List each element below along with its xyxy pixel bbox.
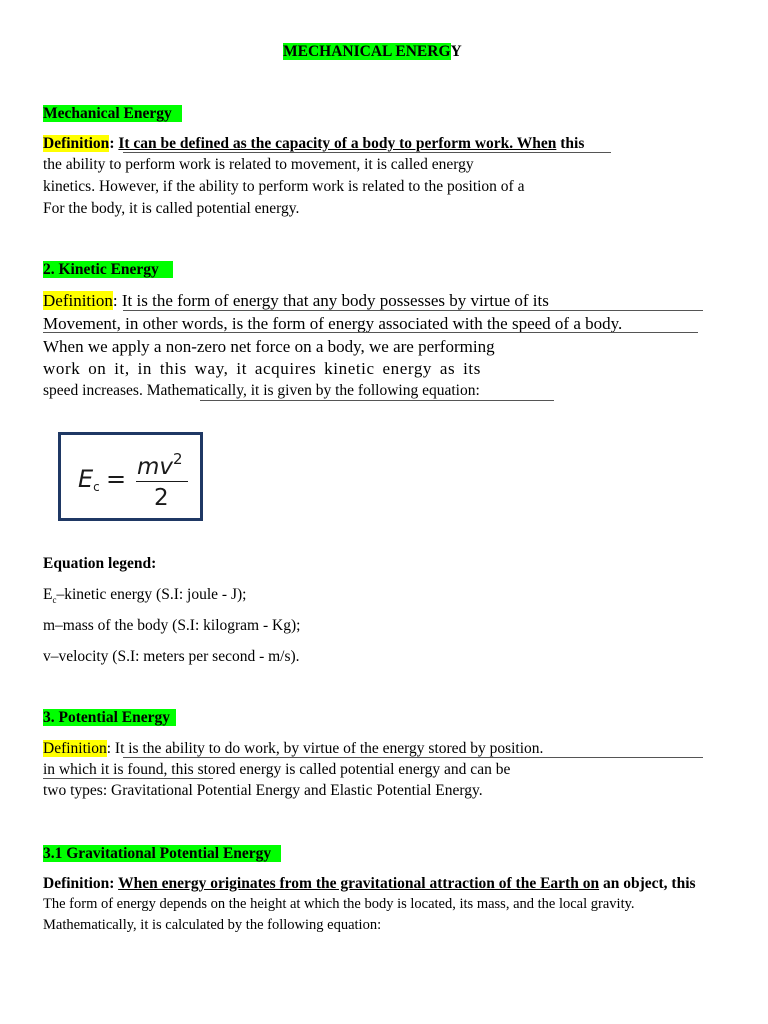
gravitational-definition-line-2: The form of energy depends on the height at which the body is located, its mass, and the local gravity.	[43, 896, 635, 912]
underline-rule	[43, 778, 213, 779]
mechanical-definition-line-1: Definition: It can be defined as the capacity of a body to perform work. When this	[43, 135, 585, 152]
definition-label: Definition	[43, 135, 110, 152]
potential-definition-line-2: in which it is found, this stored energy is called potential energy and can be	[43, 761, 511, 778]
underline-rule	[123, 757, 703, 758]
document-title-highlighted: MECHANICAL ENERG	[283, 43, 451, 60]
document-title-tail: Y	[450, 43, 462, 60]
formula-equals: =	[106, 465, 127, 493]
legend-item-mass: m–mass of the body (S.I: kilogram - Kg);	[43, 617, 301, 634]
mechanical-definition-line-4: For the body, it is called potential energy.	[43, 200, 300, 217]
gravitational-definition-line-1: Definition: When energy originates from the gravitational attraction of the Earth on an object, this	[43, 875, 696, 892]
underline-rule	[43, 332, 698, 333]
kinetic-energy-formula	[58, 432, 203, 521]
equation-legend-heading: Equation legend:	[43, 555, 157, 572]
potential-definition-line-1: Definition: It is the ability to do work, by virtue of the energy stored by position.	[43, 740, 544, 757]
definition-label: Definition	[43, 291, 113, 310]
section-heading-potential-energy: 3. Potential Energy	[43, 708, 176, 728]
kinetic-definition-line-2: Movement, in other words, is the form of energy associated with the speed of a body.	[43, 314, 623, 333]
underline-rule	[200, 400, 554, 401]
section-heading-kinetic-energy: 2. Kinetic Energy	[43, 260, 173, 280]
legend-item-kinetic-energy: $E_c$–kinetic energy (S.I: joule - J);	[43, 586, 247, 606]
definition-label: Definition	[43, 740, 107, 757]
kinetic-definition-line-1: Definition: It is the form of energy that any body possesses by virtue of its	[43, 291, 549, 310]
kinetic-definition-line-4: work on it, in this way, it acquires kinetic energy as its	[43, 359, 481, 378]
formula-fraction-bar	[136, 481, 188, 482]
kinetic-definition-line-3: When we apply a non-zero net force on a body, we are performing	[43, 337, 495, 356]
gravitational-definition-line-3: Mathematically, it is calculated by the following equation:	[43, 917, 382, 933]
section-heading-mechanical-energy: Mechanical Energy	[43, 104, 182, 124]
formula-numerator: $mv^2$	[137, 450, 183, 480]
definition-label: Definition:	[43, 875, 115, 892]
formula-lhs: $E_c$	[78, 465, 100, 494]
document-title	[283, 43, 462, 61]
potential-definition-line-3: two types: Gravitational Potential Energy and Elastic Potential Energy.	[43, 782, 483, 799]
formula-denominator: 2	[154, 485, 169, 511]
legend-item-velocity: v–velocity (S.I: meters per second - m/s).	[43, 648, 300, 665]
underline-rule	[123, 152, 611, 153]
mechanical-definition-line-3: kinetics. However, if the ability to perform work is related to the position of a	[43, 178, 525, 195]
kinetic-definition-line-5: speed increases. Mathematically, it is given by the following equation:	[43, 382, 480, 399]
section-heading-gravitational-potential-energy: 3.1 Gravitational Potential Energy	[43, 844, 281, 864]
underline-rule	[123, 310, 703, 311]
mechanical-definition-line-2: the ability to perform work is related to movement, it is called energy	[43, 156, 474, 173]
